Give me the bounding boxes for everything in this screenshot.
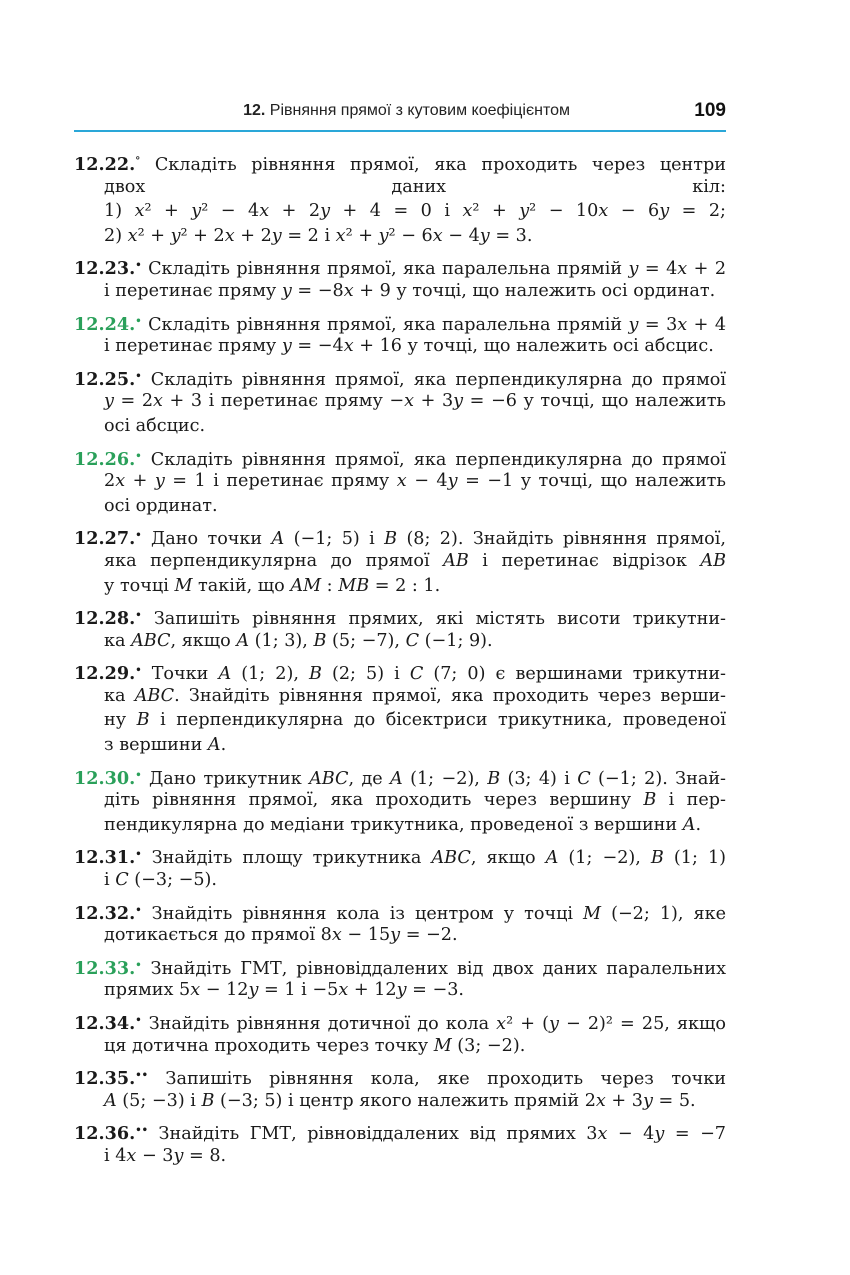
problem-line bbox=[74, 813, 726, 838]
problem-line bbox=[74, 549, 726, 574]
problem-line bbox=[74, 1144, 726, 1169]
problem-text: і перетинає пряму y = −8x + 9 у точці, що належить осі ординат. bbox=[104, 280, 716, 301]
problem-item bbox=[74, 254, 726, 303]
problem-number: 12.23.• bbox=[74, 258, 142, 280]
problem-text: дотикається до прямої 8x − 15y = −2. bbox=[104, 925, 458, 946]
problem-text: Запишіть рівняння кола, яке проходить через точки bbox=[165, 1069, 727, 1090]
difficulty-mark: • bbox=[135, 450, 142, 462]
problem-list bbox=[74, 150, 726, 1175]
chapter-number: 12. bbox=[243, 102, 266, 119]
difficulty-mark: • bbox=[135, 1015, 142, 1026]
problem-number: 12.24.• bbox=[74, 313, 142, 335]
problem-number: 12.28.• bbox=[74, 608, 142, 630]
difficulty-mark: •• bbox=[135, 1070, 149, 1082]
problem-number: 12.26.• bbox=[74, 448, 142, 470]
problem-line bbox=[74, 1009, 726, 1034]
problem-text: і C (−3; −5). bbox=[104, 870, 218, 891]
problem-item bbox=[74, 659, 726, 757]
problem-line bbox=[74, 469, 726, 494]
problem-number: 12.31.• bbox=[74, 847, 142, 869]
problem-line bbox=[74, 629, 726, 654]
problem-line bbox=[74, 954, 726, 979]
difficulty-mark: • bbox=[135, 959, 142, 971]
problem-item bbox=[74, 365, 726, 439]
problem-item bbox=[74, 445, 726, 519]
difficulty-mark: • bbox=[135, 530, 142, 542]
problem-text: 1) x² + y² − 4x + 2y + 4 = 0 і x² + y² − 10x − 6y = 2; bbox=[104, 201, 726, 222]
problem-line bbox=[74, 1119, 726, 1144]
problem-text: Знайдіть ГМТ, рівновіддалених від прямих 3x − 4y = −7 bbox=[158, 1124, 726, 1145]
problem-line bbox=[74, 843, 726, 868]
problem-text: Знайдіть площу трикутника ABC, якщо A (1; −2), B (1; 1) bbox=[151, 848, 727, 869]
problem-text: ка ABC. Знайдіть рівняння прямої, яка проходить через верши- bbox=[104, 685, 726, 706]
problem-number: 12.25.• bbox=[74, 368, 142, 390]
problem-line bbox=[74, 279, 726, 304]
problem-number: 12.33.• bbox=[74, 957, 142, 979]
difficulty-mark: • bbox=[135, 665, 142, 677]
difficulty-mark: • bbox=[135, 769, 142, 781]
problem-text: ця дотична проходить через точку M (3; −2). bbox=[104, 1035, 526, 1056]
problem-text: Запишіть рівняння прямих, які містять висоти трикутни- bbox=[153, 609, 727, 630]
problem-number: 12.29.• bbox=[74, 663, 142, 685]
problem-line bbox=[74, 923, 726, 948]
problem-text: у точці M такій, що AM : MB = 2 : 1. bbox=[104, 575, 441, 596]
problem-text: і 4x − 3y = 8. bbox=[104, 1145, 227, 1166]
problem-text: Складіть рівняння прямої, яка перпендикулярна до прямої bbox=[150, 369, 727, 390]
problem-text: Складіть рівняння прямої, яка паралельна прямій y = 4x + 2 bbox=[148, 259, 727, 280]
problem-text: 2x + y = 1 і перетинає пряму x − 4y = −1 у точці, що належить bbox=[104, 471, 726, 492]
problem-line bbox=[74, 574, 726, 599]
problem-item bbox=[74, 764, 726, 838]
problem-text: Знайдіть ГМТ, рівновіддалених від двох даних паралельних bbox=[150, 958, 726, 979]
problem-item bbox=[74, 604, 726, 653]
difficulty-mark: • bbox=[135, 904, 142, 916]
problem-text: Точки A (1; 2), B (2; 5) і C (7; 0) є вершинами трикутни- bbox=[151, 664, 726, 685]
problem-line bbox=[74, 389, 726, 414]
problem-text: Складіть рівняння прямої, яка паралельна прямій y = 3x + 4 bbox=[148, 314, 727, 335]
problem-text: Дано точки A (−1; 5) і B (8; 2). Знайдіть рівняння прямої, bbox=[151, 529, 726, 550]
problem-item bbox=[74, 310, 726, 359]
problem-text: осі ординат. bbox=[104, 495, 218, 516]
problem-text: яка перпендикулярна до прямої AB і перетинає відрізок AB bbox=[104, 550, 726, 571]
difficulty-mark: • bbox=[135, 610, 142, 622]
problem-text: двох даних кіл: bbox=[104, 176, 726, 197]
problem-line bbox=[74, 1064, 726, 1089]
page-number: 109 bbox=[694, 100, 726, 121]
problem-number: 12.30.• bbox=[74, 767, 142, 789]
problem-line bbox=[74, 1089, 726, 1114]
problem-number: 12.36.•• bbox=[74, 1123, 149, 1145]
chapter-title bbox=[243, 102, 570, 120]
problem-number: 12.27.• bbox=[74, 528, 142, 550]
problem-line bbox=[74, 1034, 726, 1059]
problem-item bbox=[74, 899, 726, 948]
problem-text: Знайдіть рівняння кола із центром у точці M (−2; 1), яке bbox=[151, 903, 726, 924]
difficulty-mark: •• bbox=[135, 1125, 149, 1137]
problem-line bbox=[74, 150, 726, 175]
problem-line bbox=[74, 199, 726, 224]
problem-text: Дано трикутник ABC, де A (1; −2), B (3; 4) і C (−1; 2). Знай- bbox=[148, 768, 726, 789]
problem-line bbox=[74, 899, 726, 924]
problem-item bbox=[74, 1119, 726, 1168]
problem-text: з вершини A. bbox=[104, 735, 227, 756]
problem-line bbox=[74, 365, 726, 390]
problem-line bbox=[74, 524, 726, 549]
problem-line bbox=[74, 764, 726, 789]
problem-text: ну B і перпендикулярна до бісектриси трикутника, проведеної bbox=[104, 710, 726, 731]
problem-number: 12.22.° bbox=[74, 154, 141, 175]
problem-item bbox=[74, 1064, 726, 1113]
problem-line bbox=[74, 868, 726, 893]
problem-line bbox=[74, 604, 726, 629]
problem-line bbox=[74, 659, 726, 684]
problem-line bbox=[74, 310, 726, 335]
chapter-title-text: Рівняння прямої з кутовим коефіцієнтом bbox=[269, 102, 570, 119]
difficulty-mark: • bbox=[135, 315, 142, 327]
problem-item bbox=[74, 524, 726, 598]
problem-text: Складіть рівняння прямої, яка перпендикулярна до прямої bbox=[150, 449, 727, 470]
problem-text: y = 2x + 3 і перетинає пряму −x + 3y = −6 у точці, що належить bbox=[104, 391, 727, 412]
problem-text: Знайдіть рівняння дотичної до кола x² + (y − 2)² = 25, якщо bbox=[148, 1014, 726, 1034]
problem-line bbox=[74, 684, 726, 709]
problem-number: 12.35.•• bbox=[74, 1068, 149, 1090]
problem-text: осі абсцис. bbox=[104, 415, 206, 436]
difficulty-mark: • bbox=[135, 370, 142, 382]
problem-item bbox=[74, 843, 726, 892]
problem-text: діть рівняння прямої, яка проходить через вершину B і пер- bbox=[104, 790, 726, 811]
difficulty-mark: • bbox=[135, 260, 142, 272]
problem-line bbox=[74, 175, 726, 200]
problem-item bbox=[74, 1009, 726, 1058]
difficulty-mark: • bbox=[135, 849, 142, 861]
problem-text: ка ABC, якщо A (1; 3), B (5; −7), C (−1; 9). bbox=[104, 630, 493, 651]
problem-text: Складіть рівняння прямої, яка проходить через центри bbox=[154, 155, 727, 175]
problem-line bbox=[74, 254, 726, 279]
problem-line bbox=[74, 334, 726, 359]
problem-text: і перетинає пряму y = −4x + 16 у точці, що належить осі абсцис. bbox=[104, 336, 714, 357]
problem-text: A (5; −3) і B (−3; 5) і центр якого належить прямій 2x + 3y = 5. bbox=[104, 1090, 696, 1111]
problem-text: прямих 5x − 12y = 1 і −5x + 12y = −3. bbox=[104, 980, 464, 1001]
problem-line bbox=[74, 494, 726, 519]
problem-line bbox=[74, 788, 726, 813]
page-header bbox=[74, 98, 726, 132]
problem-line bbox=[74, 708, 726, 733]
problem-item bbox=[74, 150, 726, 248]
difficulty-mark: ° bbox=[135, 156, 141, 167]
problem-number: 12.34.• bbox=[74, 1013, 142, 1034]
problem-text: пендикулярна до медіани трикутника, проведеної з вершини A. bbox=[104, 814, 702, 835]
problem-item bbox=[74, 954, 726, 1003]
problem-line bbox=[74, 414, 726, 439]
problem-text: 2) x² + y² + 2x + 2y = 2 і x² + y² − 6x − 4y = 3. bbox=[104, 225, 533, 246]
problem-line bbox=[74, 733, 726, 758]
problem-line bbox=[74, 224, 726, 249]
problem-line bbox=[74, 978, 726, 1003]
problem-line bbox=[74, 445, 726, 470]
problem-number: 12.32.• bbox=[74, 902, 142, 924]
